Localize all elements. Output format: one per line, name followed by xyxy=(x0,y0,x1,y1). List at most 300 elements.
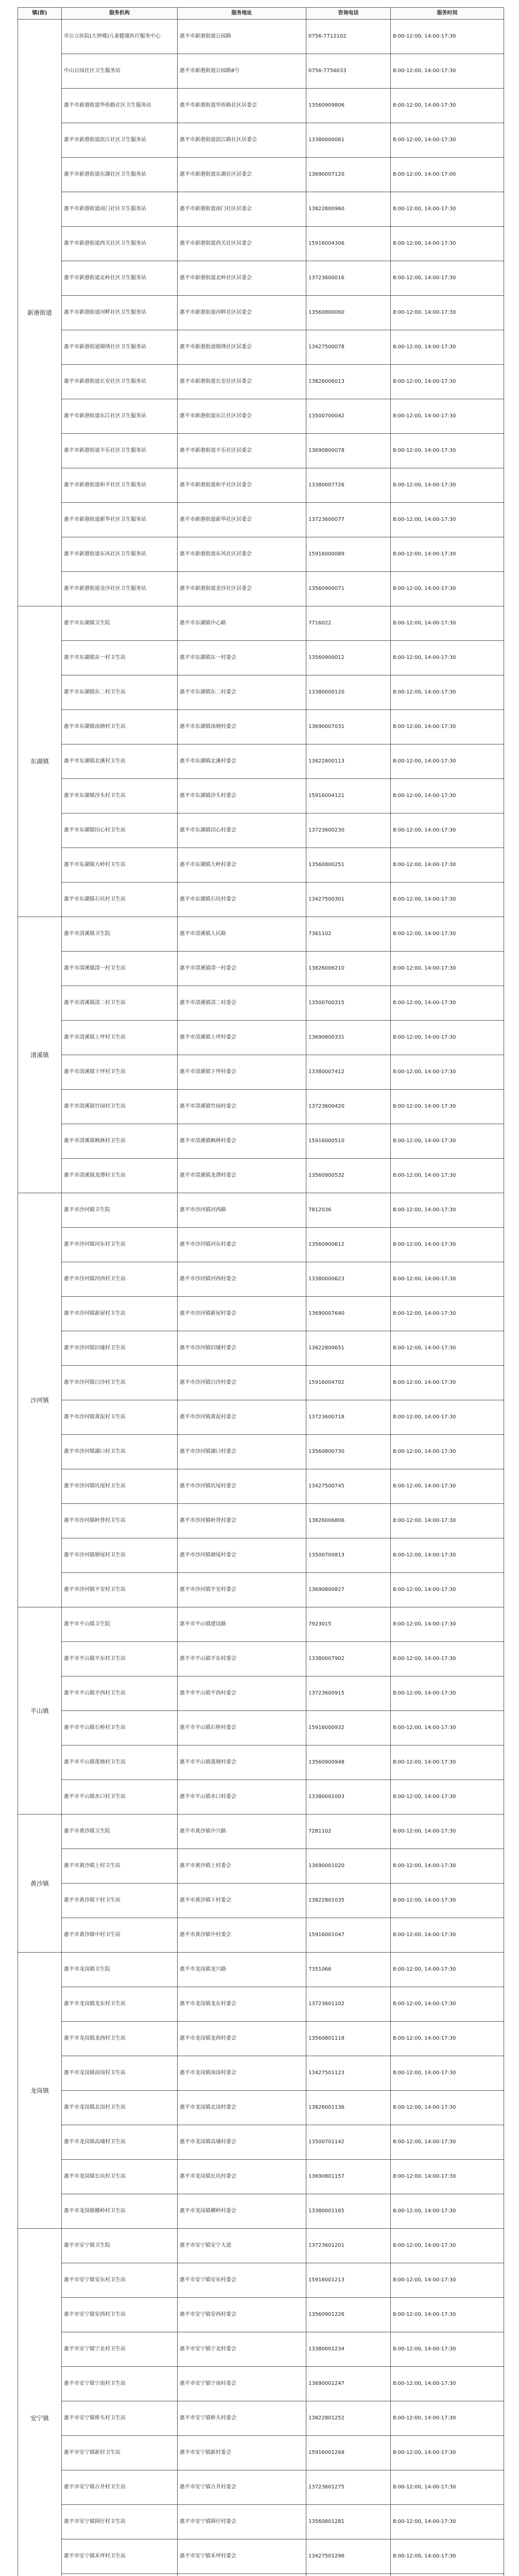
table-row xyxy=(18,641,504,675)
address-cell: 惠平市新港街道南门社区居委会 xyxy=(178,192,306,227)
address-cell: 惠平市安宁镇古井村委会 xyxy=(178,2470,306,2505)
address-cell: 惠平市安宁镇安西村委会 xyxy=(178,2298,306,2332)
time-cell: 8:00-12:00, 14:00-17:30 xyxy=(391,779,504,814)
name-cell: 惠平市平山镇莲塘村卫生站 xyxy=(62,1745,178,1780)
time-cell: 8:00-12:00, 14:00-17:30 xyxy=(391,399,504,434)
phone-cell: 13560900948 xyxy=(306,1745,391,1780)
address-cell: 惠平市沙河镇新屋村委会 xyxy=(178,1297,306,1331)
time-cell: 8:00-12:00, 14:00-17:30 xyxy=(391,952,504,986)
name-cell: 惠平市黄沙镇中村卫生站 xyxy=(62,1918,178,1953)
town-cell: 黄沙镇 xyxy=(18,1815,62,1953)
address-cell: 惠平市新港街道公园路8号 xyxy=(178,54,306,89)
address-cell: 惠平市安宁镇宁南村委会 xyxy=(178,2367,306,2401)
phone-cell: 13427500301 xyxy=(306,883,391,917)
table-row xyxy=(18,1400,504,1435)
address-cell: 惠平市东湖镇中心路 xyxy=(178,606,306,641)
name-cell: 惠平市新港街道北岭社区卫生服务站 xyxy=(62,261,178,296)
name-cell: 市公立医院(大钟楼)儿童健康医疗服务中心 xyxy=(62,20,178,54)
town-cell: 东湖镇 xyxy=(18,606,62,917)
address-cell: 惠平市清溪镇枫林村委会 xyxy=(178,1124,306,1159)
name-cell: 惠平市安宁镇卫生院 xyxy=(62,2229,178,2263)
phone-cell: 13560801118 xyxy=(306,2022,391,2056)
name-cell: 惠平市平山镇平东村卫生站 xyxy=(62,1642,178,1676)
address-cell: 惠平市东湖镇东二村委会 xyxy=(178,675,306,710)
table-row xyxy=(18,2539,504,2574)
time-cell: 8:00-12:00, 14:00-17:30 xyxy=(391,1366,504,1400)
time-cell: 8:00-12:00, 14:00-17:30 xyxy=(391,1711,504,1745)
name-cell: 惠平市安宁镇围仔村卫生站 xyxy=(62,2505,178,2539)
time-cell: 8:00-12:00, 14:00-17:30 xyxy=(391,2263,504,2298)
table-row xyxy=(18,1642,504,1676)
phone-cell: 13690007120 xyxy=(306,158,391,192)
name-cell: 惠平市清溪镇下坪村卫生站 xyxy=(62,1055,178,1090)
time-cell: 8:00-12:00, 14:00-17:30 xyxy=(391,1435,504,1469)
table-row xyxy=(18,1884,504,1918)
phone-cell: 13560900071 xyxy=(306,572,391,606)
table-row xyxy=(18,123,504,158)
table-row xyxy=(18,227,504,261)
table-row xyxy=(18,917,504,952)
table-row xyxy=(18,2125,504,2160)
name-cell: 惠平市安宁镇禾坪村卫生站 xyxy=(62,2539,178,2574)
name-cell: 惠平市安宁镇安东村卫生站 xyxy=(62,2263,178,2298)
name-cell: 惠平市沙河镇白沙村卫生站 xyxy=(62,1366,178,1400)
phone-cell: 13560900612 xyxy=(306,1228,391,1262)
name-cell: 惠平市东湖镇北溪村卫生站 xyxy=(62,744,178,779)
address-cell: 惠平市安宁镇安东村委会 xyxy=(178,2263,306,2298)
name-cell: 惠平市安宁镇桥头村卫生站 xyxy=(62,2401,178,2436)
phone-cell: 13427500745 xyxy=(306,1469,391,1504)
address-cell: 惠平市龙岗镇高埔村委会 xyxy=(178,2125,306,2160)
name-cell: 惠平市新港街道丰乐社区卫生服务站 xyxy=(62,434,178,468)
address-cell: 惠平市新港街道东江社区居委会 xyxy=(178,399,306,434)
address-cell: 惠平市东湖镇大岭村委会 xyxy=(178,848,306,883)
name-cell: 惠平市沙河镇黄泥村卫生站 xyxy=(62,1400,178,1435)
time-cell: 8:00-12:00, 14:00-17:30 xyxy=(391,192,504,227)
address-cell: 惠平市新港街道和平社区居委会 xyxy=(178,468,306,503)
address-cell: 惠平市新港街道东湖社区居委会 xyxy=(178,158,306,192)
address-cell: 惠平市平山镇建设路 xyxy=(178,1607,306,1642)
name-cell: 惠平市新港街道锦绣社区卫生服务站 xyxy=(62,330,178,365)
table-row xyxy=(18,572,504,606)
table-row xyxy=(18,296,504,330)
table-row xyxy=(18,1055,504,1090)
address-cell: 惠平市安宁镇禾坪村委会 xyxy=(178,2539,306,2574)
time-cell: 8:00-12:00, 14:00-17:30 xyxy=(391,468,504,503)
name-cell: 惠平市龙岗镇卫生院 xyxy=(62,1953,178,1987)
name-cell: 惠平市沙河镇岭背村卫生站 xyxy=(62,1504,178,1538)
phone-cell: 13826006013 xyxy=(306,365,391,399)
table-row xyxy=(18,1021,504,1055)
time-cell: 8:00-12:00, 14:00-17:30 xyxy=(391,1849,504,1884)
phone-cell: 13560909806 xyxy=(306,89,391,123)
address-cell: 惠平市沙河镇湖口村委会 xyxy=(178,1435,306,1469)
name-cell: 惠平市安宁镇新村卫生站 xyxy=(62,2436,178,2470)
name-cell: 惠平市新港街道和平社区卫生服务站 xyxy=(62,468,178,503)
town-cell: 龙岗镇 xyxy=(18,1953,62,2229)
table-row xyxy=(18,434,504,468)
address-cell: 惠平市新港街道锦绣社区居委会 xyxy=(178,330,306,365)
time-cell: 8:00-12:00, 14:00-17:30 xyxy=(391,744,504,779)
address-cell: 惠平市平山镇水口村委会 xyxy=(178,1780,306,1815)
table-row xyxy=(18,330,504,365)
time-cell: 8:00-12:00, 14:00-17:30 xyxy=(391,2367,504,2401)
name-cell: 惠平市东湖镇南塘村卫生站 xyxy=(62,710,178,744)
phone-cell: 13500701142 xyxy=(306,2125,391,2160)
time-cell: 8:00-12:00, 14:00-17:30 xyxy=(391,123,504,158)
name-cell: 惠平市东湖镇卫生院 xyxy=(62,606,178,641)
name-cell: 惠平市清溪镇龙潭村卫生站 xyxy=(62,1159,178,1193)
table-row xyxy=(18,1745,504,1780)
name-cell: 惠平市安宁镇宁南村卫生站 xyxy=(62,2367,178,2401)
address-cell: 惠平市新港街道新华社区居委会 xyxy=(178,503,306,537)
time-cell: 8:00-12:00, 14:00-17:30 xyxy=(391,1297,504,1331)
address-cell: 惠平市安宁镇围仔村委会 xyxy=(178,2505,306,2539)
table-row xyxy=(18,261,504,296)
phone-cell: 15916001047 xyxy=(306,1918,391,1953)
table-row xyxy=(18,1228,504,1262)
service-table xyxy=(18,7,504,2576)
table-row xyxy=(18,1538,504,1573)
phone-cell: 13427501296 xyxy=(306,2539,391,2574)
table-row xyxy=(18,848,504,883)
address-cell: 惠平市新港街道北岭社区居委会 xyxy=(178,261,306,296)
address-cell xyxy=(178,2574,306,2576)
table-row xyxy=(18,2022,504,2056)
phone-cell: 15916004702 xyxy=(306,1366,391,1400)
phone-cell: 13380007726 xyxy=(306,468,391,503)
name-cell: 惠平市新港街道南门社区卫生服务站 xyxy=(62,192,178,227)
table-body xyxy=(18,20,504,2576)
phone-cell: 13690001020 xyxy=(306,1849,391,1884)
time-cell: 8:00-12:00, 14:00-17:30 xyxy=(391,1987,504,2022)
address-cell: 惠平市新港街道公园路 xyxy=(178,20,306,54)
time-cell: 8:00-12:00, 14:00-17:30 xyxy=(391,1607,504,1642)
time-cell: 8:00-12:00, 14:00-17:30 xyxy=(391,1159,504,1193)
table-row xyxy=(18,2401,504,2436)
name-cell: 惠平市平山镇石桥村卫生站 xyxy=(62,1711,178,1745)
name-cell: 惠平市新港街道东江社区卫生服务站 xyxy=(62,399,178,434)
name-cell: 惠平市龙岗镇南岗村卫生站 xyxy=(62,2056,178,2091)
name-cell: 惠平市沙河镇河西村卫生站 xyxy=(62,1262,178,1297)
name-cell: 惠平市沙河镇卫生院 xyxy=(62,1193,178,1228)
service-directory xyxy=(18,7,504,2576)
table-row xyxy=(18,1469,504,1504)
address-cell: 惠平市新港街道河畔社区居委会 xyxy=(178,296,306,330)
phone-cell: 13690800827 xyxy=(306,1573,391,1607)
time-cell: 8:00-12:00, 14:00-17:30 xyxy=(391,365,504,399)
table-row xyxy=(18,468,504,503)
address-cell: 惠平市沙河镇河东村委会 xyxy=(178,1228,306,1262)
table-row xyxy=(18,2194,504,2229)
town-cell: 平山镇 xyxy=(18,1607,62,1815)
time-cell: 8:00-12:00, 14:00-17:30 xyxy=(391,227,504,261)
time-cell: 8:00-12:00, 14:00-17:30 xyxy=(391,1331,504,1366)
table-row xyxy=(18,192,504,227)
phone-cell: 13723600077 xyxy=(306,503,391,537)
address-cell: 惠平市龙岗镇龙兴路 xyxy=(178,1953,306,1987)
phone-cell: 7716022 xyxy=(306,606,391,641)
address-cell: 惠平市沙河镇塘尾村委会 xyxy=(178,1538,306,1573)
address-cell: 惠平市新港街道滨江路社区居委会 xyxy=(178,123,306,158)
address-cell: 惠平市龙岗镇龙东村委会 xyxy=(178,1987,306,2022)
table-row xyxy=(18,1676,504,1711)
time-cell: 8:00-12:00, 14:00-17:30 xyxy=(391,1055,504,1090)
table-row xyxy=(18,2574,504,2576)
phone-cell: 13560800730 xyxy=(306,1435,391,1469)
address-cell: 惠平市平山镇莲塘村委会 xyxy=(178,1745,306,1780)
phone-cell: 13822800960 xyxy=(306,192,391,227)
time-cell: 8:00-12:00, 14:00-17:30 xyxy=(391,2194,504,2229)
address-cell: 惠平市新港街道西关社区居委会 xyxy=(178,227,306,261)
header-name: 服务机构 xyxy=(62,8,178,20)
table-header-row xyxy=(18,8,504,20)
name-cell: 惠平市新港街道长安社区卫生服务站 xyxy=(62,365,178,399)
address-cell: 惠平市沙河镇岭背村委会 xyxy=(178,1504,306,1538)
name-cell: 惠平市清溪镇卫生院 xyxy=(62,917,178,952)
address-cell: 惠平市东湖镇北溪村委会 xyxy=(178,744,306,779)
table-row xyxy=(18,2367,504,2401)
address-cell: 惠平市平山镇平西村委会 xyxy=(178,1676,306,1711)
name-cell: 惠平市平山镇水口村卫生站 xyxy=(62,1780,178,1815)
address-cell: 惠平市黄沙镇上村委会 xyxy=(178,1849,306,1884)
table-row xyxy=(18,2505,504,2539)
phone-cell: 13723601102 xyxy=(306,1987,391,2022)
phone-cell: 13560900012 xyxy=(306,641,391,675)
name-cell: 惠平市安宁镇宁北村卫生站 xyxy=(62,2332,178,2367)
phone-cell: 13690800331 xyxy=(306,1021,391,1055)
time-cell: 8:00-12:00, 14:00-17:30 xyxy=(391,2022,504,2056)
address-cell: 惠平市龙岗镇南岗村委会 xyxy=(178,2056,306,2091)
phone-cell: 13380001003 xyxy=(306,1780,391,1815)
table-row xyxy=(18,744,504,779)
phone-cell: 13427501123 xyxy=(306,2056,391,2091)
time-cell: 8:00-12:00, 14:00-17:30 xyxy=(391,89,504,123)
name-cell: 惠平市黄沙镇卫生院 xyxy=(62,1815,178,1849)
name-cell: 惠平市龙岗镇龙东村卫生站 xyxy=(62,1987,178,2022)
table-row xyxy=(18,1435,504,1469)
table-row xyxy=(18,2229,504,2263)
phone-cell: 13690001247 xyxy=(306,2367,391,2401)
address-cell: 惠平市沙河镇平安村委会 xyxy=(178,1573,306,1607)
address-cell: 惠平市龙岗镇北岗村委会 xyxy=(178,2091,306,2125)
name-cell: 惠平市沙河镇新屋村卫生站 xyxy=(62,1297,178,1331)
time-cell: 8:00-12:00, 14:00-17:00 xyxy=(391,158,504,192)
time-cell: 8:00-12:00, 14:00-17:30 xyxy=(391,2436,504,2470)
phone-cell: 15916000089 xyxy=(306,537,391,572)
town-cell: 清溪镇 xyxy=(18,917,62,1193)
time-cell: 8:00-12:00, 14:00-17:30 xyxy=(391,1193,504,1228)
name-cell: 惠平市沙河镇塘尾村卫生站 xyxy=(62,1538,178,1573)
phone-cell: 7281102 xyxy=(306,1815,391,1849)
phone-cell: 13560800251 xyxy=(306,848,391,883)
phone-cell: 13380001234 xyxy=(306,2332,391,2367)
phone-cell: 13560800060 xyxy=(306,296,391,330)
phone-cell: 13826006806 xyxy=(306,1504,391,1538)
address-cell: 惠平市清溪镇清二村委会 xyxy=(178,986,306,1021)
phone-cell: 13822800113 xyxy=(306,744,391,779)
name-cell: 惠平市新港街道东湖社区卫生服务站 xyxy=(62,158,178,192)
time-cell: 8:00-12:00, 14:00-17:30 xyxy=(391,1745,504,1780)
name-cell: 惠平市新港街道新华社区卫生服务站 xyxy=(62,503,178,537)
phone-cell: 13822801035 xyxy=(306,1884,391,1918)
phone-cell: 15916001268 xyxy=(306,2436,391,2470)
time-cell: 8:00-12:00, 14:00-17:30 xyxy=(391,1090,504,1124)
time-cell: 8:00-12:00, 14:00-17:30 xyxy=(391,1021,504,1055)
table-row xyxy=(18,399,504,434)
time-cell: 8:00-12:00, 14:00-17:30 xyxy=(391,1469,504,1504)
phone-cell: 13723600230 xyxy=(306,814,391,848)
table-row xyxy=(18,2160,504,2194)
time-cell: 8:00-12:00, 14:00-17:30 xyxy=(391,1676,504,1711)
table-row xyxy=(18,1815,504,1849)
name-cell: 惠平市清溪镇清一村卫生站 xyxy=(62,952,178,986)
phone-cell: 13560901226 xyxy=(306,2298,391,2332)
table-row xyxy=(18,1780,504,1815)
phone-cell: 13723601201 xyxy=(306,2229,391,2263)
town-cell: 安宁镇 xyxy=(18,2229,62,2576)
name-cell: 惠平市东湖镇田心村卫生站 xyxy=(62,814,178,848)
phone-cell: 15916004121 xyxy=(306,779,391,814)
phone-cell: 13826001136 xyxy=(306,2091,391,2125)
name-cell: 惠平市平山镇平西村卫生站 xyxy=(62,1676,178,1711)
phone-cell: 7351066 xyxy=(306,1953,391,1987)
address-cell: 惠平市东湖镇田心村委会 xyxy=(178,814,306,848)
table-row xyxy=(18,503,504,537)
time-cell: 8:00-12:00, 14:00-17:30 xyxy=(391,1124,504,1159)
address-cell: 惠平市龙岗镇横岭村委会 xyxy=(178,2194,306,2229)
address-cell: 惠平市平山镇石桥村委会 xyxy=(178,1711,306,1745)
phone-cell: 13822800651 xyxy=(306,1331,391,1366)
time-cell: 8:00-12:00, 14:00-17:30 xyxy=(391,1573,504,1607)
time-cell: 8:00-12:00, 14:00-17:30 xyxy=(391,1953,504,1987)
name-cell: 惠平市清溪镇清二村卫生站 xyxy=(62,986,178,1021)
phone-cell: 13560801281 xyxy=(306,2505,391,2539)
phone-cell: 13500700315 xyxy=(306,986,391,1021)
name-cell: 惠平市龙岗镇龙西村卫生站 xyxy=(62,2022,178,2056)
time-cell: 8:00-12:00, 14:00-17:30 xyxy=(391,641,504,675)
phone-cell: 13723600016 xyxy=(306,261,391,296)
time-cell: 8:00-12:00, 14:00-17:30 xyxy=(391,2056,504,2091)
phone-cell: 0756-7756033 xyxy=(306,54,391,89)
phone-cell: 13723600915 xyxy=(306,1676,391,1711)
time-cell: 8:00-12:00, 14:00-17:30 xyxy=(391,434,504,468)
address-cell: 惠平市清溪镇竹园村委会 xyxy=(178,1090,306,1124)
name-cell: 惠平市龙岗镇长坑村卫生站 xyxy=(62,2160,178,2194)
time-cell: 8:00-12:00, 14:00-17:30 xyxy=(391,2539,504,2574)
phone-cell: 13822801252 xyxy=(306,2401,391,2436)
time-cell: 8:00-12:00, 14:00-17:30 xyxy=(391,1780,504,1815)
phone-cell: 0756-7712102 xyxy=(306,20,391,54)
address-cell: 惠平市沙河镇河西路 xyxy=(178,1193,306,1228)
address-cell: 惠平市沙河镇黄泥村委会 xyxy=(178,1400,306,1435)
time-cell: 8:00-12:00, 14:00-17:30 xyxy=(391,1918,504,1953)
address-cell: 惠平市新港街道长安社区居委会 xyxy=(178,365,306,399)
address-cell: 惠平市新港街道东风社区居委会 xyxy=(178,537,306,572)
time-cell: 8:00-12:00, 14:00-17:30 xyxy=(391,330,504,365)
table-row xyxy=(18,1918,504,1953)
name-cell: 惠平市新港街道东风社区卫生服务站 xyxy=(62,537,178,572)
time-cell: 8:00-12:00, 14:00-17:30 xyxy=(391,1815,504,1849)
address-cell: 惠平市沙河镇坑尾村委会 xyxy=(178,1469,306,1504)
name-cell: 中山公园社区卫生服务站 xyxy=(62,54,178,89)
address-cell: 惠平市安宁镇新村委会 xyxy=(178,2436,306,2470)
address-cell: 惠平市清溪镇清一村委会 xyxy=(178,952,306,986)
address-cell: 惠平市东湖镇石坑村委会 xyxy=(178,883,306,917)
phone-cell: 15916001213 xyxy=(306,2263,391,2298)
name-cell: 惠平市龙岗镇横岭村卫生站 xyxy=(62,2194,178,2229)
table-row xyxy=(18,1711,504,1745)
phone-cell: 7812036 xyxy=(306,1193,391,1228)
time-cell: 8:00-12:00, 14:00-17:30 xyxy=(391,986,504,1021)
name-cell xyxy=(62,2574,178,2576)
phone-cell: 13380000120 xyxy=(306,675,391,710)
header-town: 镇(街) xyxy=(18,8,62,20)
phone-cell: 13380007902 xyxy=(306,1642,391,1676)
phone-cell: 13560900532 xyxy=(306,1159,391,1193)
phone-cell: 13380001165 xyxy=(306,2194,391,2229)
address-cell: 惠平市沙河镇白沙村委会 xyxy=(178,1366,306,1400)
time-cell: 8:00-12:00, 14:00-17:30 xyxy=(391,2229,504,2263)
table-row xyxy=(18,675,504,710)
table-row xyxy=(18,779,504,814)
phone-cell: 13723600718 xyxy=(306,1400,391,1435)
address-cell: 惠平市黄沙镇中村委会 xyxy=(178,1918,306,1953)
address-cell: 惠平市龙岗镇龙西村委会 xyxy=(178,2022,306,2056)
name-cell: 惠平市新港街道华侨路社区卫生服务站 xyxy=(62,89,178,123)
table-row xyxy=(18,1573,504,1607)
name-cell: 惠平市沙河镇坑尾村卫生站 xyxy=(62,1469,178,1504)
time-cell: 8:00-12:00, 14:00-17:30 xyxy=(391,296,504,330)
address-cell: 惠平市东湖镇东一村委会 xyxy=(178,641,306,675)
table-row xyxy=(18,952,504,986)
table-row xyxy=(18,1297,504,1331)
phone-cell: 15916000932 xyxy=(306,1711,391,1745)
address-cell: 惠平市新港街道华侨路社区居委会 xyxy=(178,89,306,123)
time-cell: 8:00-12:00, 14:00-17:30 xyxy=(391,2125,504,2160)
time-cell: 8:00-12:00, 14:00-17:30 xyxy=(391,1228,504,1262)
time-cell: 8:00-12:00, 14:00-17:30 xyxy=(391,1642,504,1676)
address-cell: 惠平市清溪镇人民路 xyxy=(178,917,306,952)
phone-cell: 13690800078 xyxy=(306,434,391,468)
phone-cell: 13690007031 xyxy=(306,710,391,744)
table-row xyxy=(18,1124,504,1159)
table-row xyxy=(18,2091,504,2125)
address-cell: 惠平市沙河镇河西村委会 xyxy=(178,1262,306,1297)
time-cell: 8:00-12:00, 14:00-17:30 xyxy=(391,1504,504,1538)
time-cell: 8:00-12:00, 14:00-17:30 xyxy=(391,1262,504,1297)
time-cell: 8:00-12:00, 14:00-17:30 xyxy=(391,20,504,54)
town-cell: 新港街道 xyxy=(18,20,62,606)
table-row xyxy=(18,2298,504,2332)
table-row xyxy=(18,606,504,641)
phone-cell: 13690007640 xyxy=(306,1297,391,1331)
time-cell: 8:00-12:00, 14:00-17:30 xyxy=(391,572,504,606)
address-cell: 惠平市沙河镇旧墟村委会 xyxy=(178,1331,306,1366)
time-cell: 8:00-12:00, 14:00-17:30 xyxy=(391,2091,504,2125)
address-cell: 惠平市黄沙镇下村委会 xyxy=(178,1884,306,1918)
name-cell: 惠平市东湖镇东一村卫生站 xyxy=(62,641,178,675)
table-row xyxy=(18,20,504,54)
table-row xyxy=(18,1953,504,1987)
time-cell: 8:00-12:00, 14:00-17:30 xyxy=(391,710,504,744)
table-row xyxy=(18,2436,504,2470)
phone-cell xyxy=(306,2574,391,2576)
time-cell: 8:00-12:00, 14:00-17:30 xyxy=(391,503,504,537)
phone-cell: 15916000510 xyxy=(306,1124,391,1159)
time-cell: 8:00-12:00, 14:00-17:30 xyxy=(391,2505,504,2539)
phone-cell: 13380000061 xyxy=(306,123,391,158)
